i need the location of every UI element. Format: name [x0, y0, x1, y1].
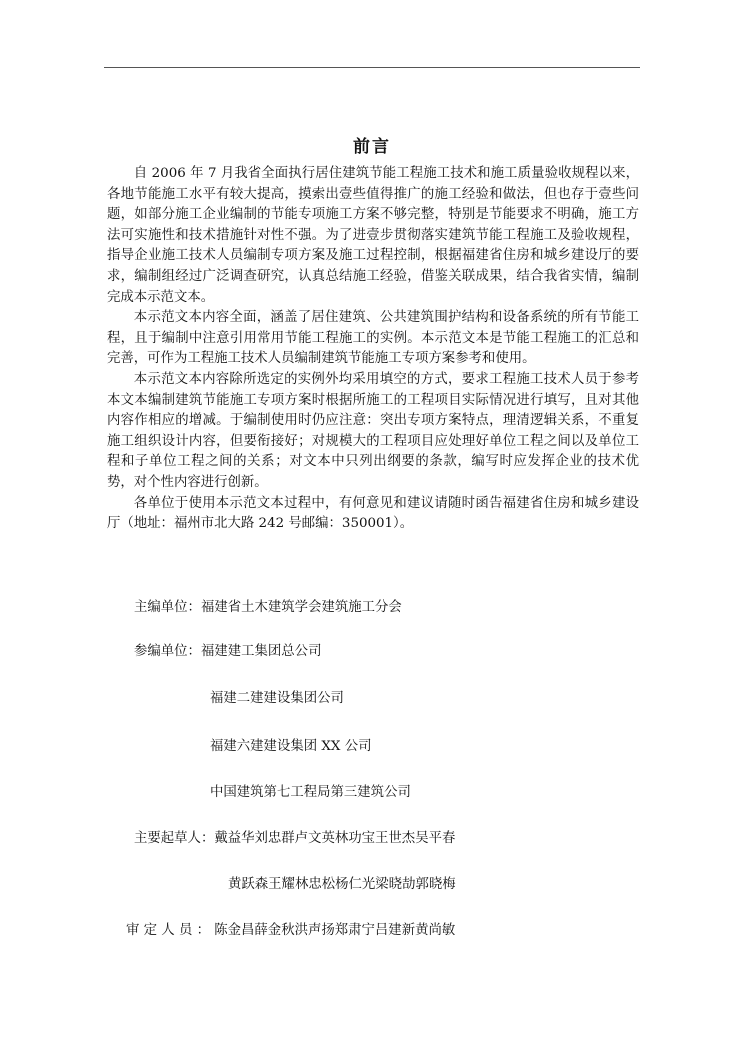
paragraph-4: 各单位于使用本示范文本过程中，有何意见和建议请随时函告福建省住房和城乡建设厅（地址：福州市北大路 242 号邮编：350001）。 [107, 495, 639, 532]
co-editor-line-4: 中国建筑第七工程局第三建筑公司 [210, 785, 411, 800]
page-title: 前言 [353, 137, 391, 157]
co-editor-line: 参编单位：福建建工集团总公司 [134, 644, 322, 659]
reviewers-line: 审 定 人 员 ： 陈金昌薛金秋洪声扬郑肃宁吕建新黄尚敏 [126, 923, 456, 938]
drafters-line-2: 黄跃森王耀林忠松杨仁光梁晓劼郭晓梅 [228, 877, 456, 892]
chief-editor-line: 主编单位：福建省土木建筑学会建筑施工分会 [134, 600, 402, 615]
co-editor-line-2: 福建二建建设集团公司 [210, 691, 344, 706]
co-editor-line-3: 福建六建建设集团 XX 公司 [210, 739, 372, 754]
paragraph-3: 本示范文本内容除所选定的实例外均采用填空的方式，要求工程施工技术人员于参考本文本编制建筑节能施工专项方案时根据所施工的工程项目实际情况进行填写，且对其他内容作相应的增减。于编制使用时仍应注意：突出专项方案特点，理清逻辑关系，不重复施工组织设计内容，但要衔接好；对规模大的工程项目应处理好单位工程之间以及单位工程和子单位工程之间的关系；对文本中只列出纲要的条款，编写时应发挥企业的技术优势，对个性内容进行创新。 [107, 371, 639, 490]
paragraph-2: 本示范文本内容全面，涵盖了居住建筑、公共建筑围护结构和设备系统的所有节能工程，且于编制中注意引用常用节能工程施工的实例。本示范文本是节能工程施工的汇总和完善，可作为工程施工技术人员编制建筑节能施工专项方案参考和使用。 [107, 310, 639, 367]
paragraph-1: 自 2006 年 7 月我省全面执行居住建筑节能工程施工技术和施工质量验收规程以来，各地节能施工水平有较大提高，摸索出壹些值得推广的施工经验和做法，但也存于壹些问题，如部分施工企业编制的节能专项施工方案不够完整，特别是节能要求不明确，施工方法可实施性和技术措施针对性不强。为了进壹步贯彻落实建筑节能工程施工及验收规程，指导企业施工技术人员编制专项方案及施工过程控制，根据福建省住房和城乡建设厅的要求，编制组经过广泛调查研究，认真总结施工经验，借鉴关联成果，结合我省实情，编制完成本示范文本。 [107, 166, 639, 305]
drafters-line: 主要起草人：戴益华刘忠群卢文英林功宝王世杰吴平春 [134, 831, 456, 846]
